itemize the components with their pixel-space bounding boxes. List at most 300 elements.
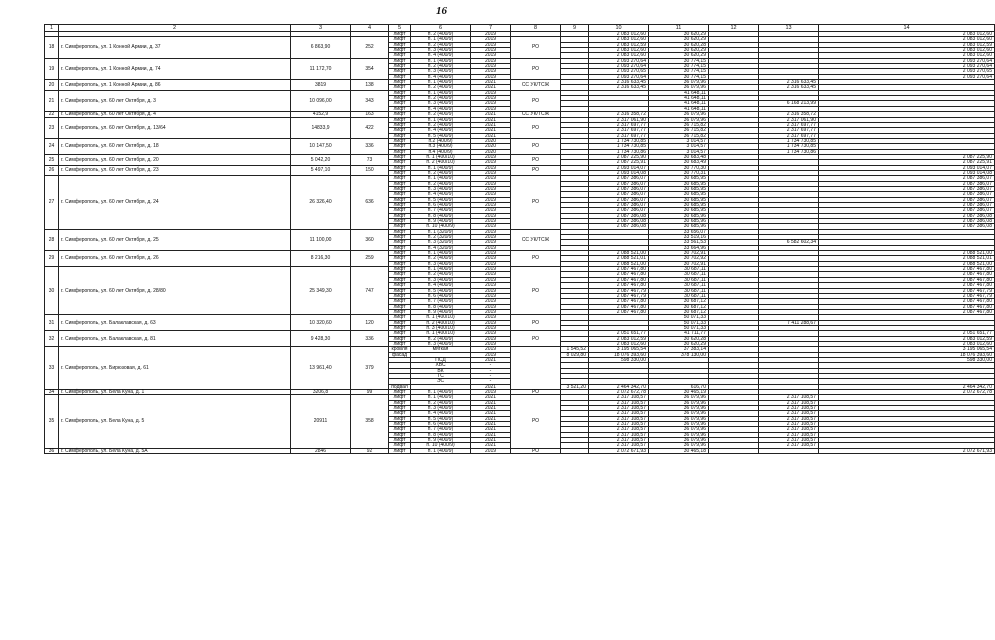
cost: 2 087 225,90	[589, 154, 649, 159]
year: 2019	[471, 283, 511, 288]
element-id: п. 1 (400/9)	[411, 58, 471, 63]
cost-total: 18 076 393,60	[819, 352, 995, 357]
element-id: п. 2 (400/9)	[411, 272, 471, 277]
cost-total: 2 087 467,79	[819, 288, 995, 293]
cost: 2 083 012,60	[589, 53, 649, 58]
cost: 1 734 730,85	[589, 138, 649, 143]
element-id: п. 4 (400/9)	[411, 128, 471, 133]
element-id: п. 1 (400/9)	[411, 395, 471, 400]
year: 2019	[471, 267, 511, 272]
cost-total: 2 087 467,79	[819, 293, 995, 298]
cost: 1 734 730,86	[589, 149, 649, 154]
unit-cost: 30 774,15	[649, 74, 709, 79]
house-address: г. Симферополь, ул. 1 Конной Армии, д. 86	[59, 80, 291, 91]
page-number: 16	[436, 5, 447, 17]
work-type: лифт	[389, 240, 411, 245]
house-area: 5 042,20	[291, 154, 351, 165]
cost: 2 083 012,60	[589, 48, 649, 53]
unit-cost: 36 079,96	[649, 117, 709, 122]
cost: 2 317 108,57	[589, 400, 649, 405]
element-id: п. 8 (400/9)	[411, 213, 471, 218]
year: 2021	[471, 443, 511, 448]
cost-2021: 2 317 108,57	[759, 432, 819, 437]
element-id: п. 1 (400/9)	[411, 176, 471, 181]
column-number-1: 1	[45, 25, 59, 32]
element-id: п. 7 (400/9)	[411, 427, 471, 432]
work-type: лифт	[389, 112, 411, 117]
element-id: п. 9 (400/9)	[411, 309, 471, 314]
cost-total: 2 088 521,00	[819, 261, 995, 266]
year: 2021	[471, 432, 511, 437]
year: 2019	[471, 58, 511, 63]
cost: 2 093 270,64	[589, 74, 649, 79]
fund-method: РО	[511, 37, 561, 58]
residents-count: 92	[351, 448, 389, 453]
cost-2021: 2 317 108,57	[759, 443, 819, 448]
work-type: лифт	[389, 293, 411, 298]
fund-method: РО	[511, 315, 561, 331]
cost-total: 2 464 342,70	[819, 384, 995, 389]
unit-cost: 30 685,96	[649, 224, 709, 229]
unit-cost: 30 774,15	[649, 64, 709, 69]
work-type: лифт	[389, 245, 411, 250]
unit-cost: 37 383,14	[649, 347, 709, 352]
year: 2019	[471, 96, 511, 101]
unit-cost: 30 685,95	[649, 176, 709, 181]
row-number: 19	[45, 58, 59, 79]
year: 2021	[471, 384, 511, 389]
work-type: лифт	[389, 154, 411, 159]
year: 2019	[471, 304, 511, 309]
element-id: п. 9 (400/9)	[411, 438, 471, 443]
unit-cost: 36 079,96	[649, 406, 709, 411]
element-id: п. 2 (400/9)	[411, 32, 471, 37]
year: 2019	[471, 331, 511, 336]
cost: 2 087 225,91	[589, 160, 649, 165]
year: 2019	[471, 325, 511, 330]
work-type: лифт	[389, 203, 411, 208]
cost-2021: 2 317 108,57	[759, 416, 819, 421]
residents-count: 252	[351, 37, 389, 58]
residents-count: 259	[351, 251, 389, 267]
residents-count: 73	[351, 154, 389, 165]
house-address: г. Симферополь, ул. Бела Куна, д. 1	[59, 390, 291, 395]
cost-2021: 2 317 108,57	[759, 438, 819, 443]
house-address: г. Симферополь, ул. 60 лет Октября, д. 4	[59, 112, 291, 117]
cost: 2 317 108,57	[589, 438, 649, 443]
year: 2019	[471, 256, 511, 261]
cost-2021: 6 582 602,34	[759, 240, 819, 245]
element-id: п. 2 (400/9)	[411, 96, 471, 101]
cost-total: 2 083 012,59	[819, 336, 995, 341]
cost-total: 3 195 065,54	[819, 347, 995, 352]
work-type: кровля	[389, 347, 411, 352]
unit-cost: 33 664,96	[649, 245, 709, 250]
cost-2021: 1 734 730,85	[759, 144, 819, 149]
cost: 2 087 386,07	[589, 181, 649, 186]
fund-method: СС УК/ТСЖ	[511, 229, 561, 250]
work-type: лифт	[389, 411, 411, 416]
year: 2019	[471, 192, 511, 197]
cost: 2 072 671,93	[589, 448, 649, 453]
work-type: лифт	[389, 341, 411, 346]
year: 2019	[471, 235, 511, 240]
cost: 2 317 108,57	[589, 395, 649, 400]
unit-cost: 378 130,00	[649, 352, 709, 357]
element-id: п. 6 (400/9)	[411, 203, 471, 208]
work-type: лифт	[389, 261, 411, 266]
cost: 2 072 672,78	[589, 390, 649, 395]
element-id: п. 1 (400/9)	[411, 390, 471, 395]
work-type: лифт	[389, 53, 411, 58]
work-type: лифт	[389, 438, 411, 443]
cost: 2 088 521,00	[589, 251, 649, 256]
house-area: 20911	[291, 395, 351, 448]
residents-count: 360	[351, 229, 389, 250]
house-address: г. Симферополь, ул. 60 лет Октября, д. 26	[59, 251, 291, 267]
house-area: 10 096,00	[291, 90, 351, 111]
element-id: п. 8 (400/9)	[411, 432, 471, 437]
cost: 3 195 065,54	[589, 347, 649, 352]
house-address: г. Симферополь, ул. 60 лет Октября, д. 18	[59, 138, 291, 154]
cost-total: 2 093 270,64	[819, 74, 995, 79]
unit-cost: 3 014,57	[649, 149, 709, 154]
year: 2019	[471, 219, 511, 224]
element-id: п. 2 (400/10)	[411, 160, 471, 165]
cost-2021: 2 317 108,57	[759, 422, 819, 427]
work-type: лифт	[389, 251, 411, 256]
year: 2019	[471, 229, 511, 234]
house-area: 9 428,30	[291, 331, 351, 347]
unit-cost: 30 465,18	[649, 448, 709, 453]
cost-total: 2 087 386,07	[819, 192, 995, 197]
fund-method	[511, 347, 561, 390]
work-type: лифт	[389, 48, 411, 53]
year: 2021	[471, 85, 511, 90]
year: 2019	[471, 53, 511, 58]
cost: 2 317 108,57	[589, 422, 649, 427]
cost: 2 087 386,07	[589, 192, 649, 197]
unit-cost: 41 648,11	[649, 96, 709, 101]
cost-2021: 7 411 288,67	[759, 320, 819, 325]
year: 2019	[471, 197, 511, 202]
unit-cost: 36 079,96	[649, 422, 709, 427]
work-type: лифт	[389, 197, 411, 202]
work-type: лифт	[389, 128, 411, 133]
residents-count: 120	[351, 315, 389, 331]
element-id: п. 7 (400/9)	[411, 208, 471, 213]
work-type: лифт	[389, 299, 411, 304]
row-number: 26	[45, 165, 59, 176]
year: 2021	[471, 438, 511, 443]
cost-total: 2 083 012,60	[819, 53, 995, 58]
element-id: п. 6 (400/9)	[411, 293, 471, 298]
unit-cost: 30 683,49	[649, 160, 709, 165]
cost-total: 2 083 012,60	[819, 32, 995, 37]
cost: 2 087 386,07	[589, 197, 649, 202]
house-address: г. Симферополь, ул. 60 лет Октября, д. 24	[59, 176, 291, 229]
row-number: 27	[45, 176, 59, 229]
cost-total: 2 051 651,77	[819, 331, 995, 336]
cost-total: 2 087 386,07	[819, 208, 995, 213]
fund-method: РО	[511, 390, 561, 395]
work-type: лифт	[389, 309, 411, 314]
house-address: г. Симферополь, ул. Бирюзовая, д. 61	[59, 347, 291, 390]
work-type: лифт	[389, 390, 411, 395]
cost: 2 087 386,08	[589, 213, 649, 218]
element-id: ПСД	[411, 357, 471, 362]
work-type: лифт	[389, 69, 411, 74]
house-address: г. Симферополь, ул. 60 лет Октября, д. 23	[59, 165, 291, 176]
element-id: п. 3 (400/9)	[411, 48, 471, 53]
year: 2021	[471, 80, 511, 85]
house-area: 2846	[291, 448, 351, 453]
unit-cost: 30 687,11	[649, 288, 709, 293]
house-area: 3206,8	[291, 390, 351, 395]
element-id: п. 1 (400/9)	[411, 267, 471, 272]
element-id: п. 1 (400/9)	[411, 448, 471, 453]
work-type: лифт	[389, 96, 411, 101]
unit-cost: 30 620,28	[649, 42, 709, 47]
cost: 2 087 467,80	[589, 309, 649, 314]
element-id: п. 3 (400/9)	[411, 277, 471, 282]
cost: 2 083 012,60	[589, 37, 649, 42]
work-type: лифт	[389, 400, 411, 405]
cost-total: 2 087 386,07	[819, 203, 995, 208]
year: 2019	[471, 186, 511, 191]
row-number: 22	[45, 112, 59, 117]
cost-total: 2 087 386,08	[819, 219, 995, 224]
element-id: п. 1 (400/9)	[411, 80, 471, 85]
column-number-12: 12	[709, 25, 759, 32]
residents-count: 336	[351, 331, 389, 347]
house-area: 11 100,00	[291, 229, 351, 250]
year: 2019	[471, 74, 511, 79]
year: 2019	[471, 208, 511, 213]
cost-total: 2 087 467,80	[819, 272, 995, 277]
cost-total: 2 093 270,65	[819, 69, 995, 74]
work-type: лифт	[389, 229, 411, 234]
house-address: г. Симферополь, ул. 60 лет Октября, д. 20	[59, 154, 291, 165]
work-type: лифт	[389, 277, 411, 282]
unit-cost: 50 071,33	[649, 315, 709, 320]
element-id: п. 1 (400/9)	[411, 117, 471, 122]
unit-cost: 30 620,29	[649, 37, 709, 42]
element-id: п. 1 (400/9)	[411, 165, 471, 170]
year: 2019	[471, 90, 511, 95]
cost-total: 2 072 672,78	[819, 390, 995, 395]
element-id: п. 1 (400/9)	[411, 90, 471, 95]
residents-count: 747	[351, 267, 389, 315]
year: 2019	[471, 101, 511, 106]
house-address: г. Симферополь, ул. 1 Конной Армии, д. 37	[59, 37, 291, 58]
work-type: лифт	[389, 42, 411, 47]
capital-repair-table	[44, 24, 995, 454]
fund-method: РО	[511, 331, 561, 347]
year: 2019	[471, 448, 511, 453]
cost-total: 2 093 270,64	[819, 58, 995, 63]
house-area: 25 349,30	[291, 267, 351, 315]
cost: 2 317 061,90	[589, 117, 649, 122]
unit-cost: 36 079,96	[649, 112, 709, 117]
house-area: 5 497,10	[291, 165, 351, 176]
cost: 2 087 386,08	[589, 219, 649, 224]
residents-count: 99	[351, 390, 389, 395]
element-id: п. 2 (400/10)	[411, 320, 471, 325]
residents-count: 358	[351, 395, 389, 448]
work-type: лифт	[389, 133, 411, 138]
header-row	[45, 25, 995, 32]
house-address: г. Симферополь, ул. Бела Куна, д. 5	[59, 395, 291, 448]
cost-2021: 2 316 633,45	[759, 85, 819, 90]
house-area: 10 147,50	[291, 138, 351, 154]
unit-cost: 30 687,12	[649, 309, 709, 314]
col-12	[709, 448, 759, 453]
fund-method: РО	[511, 117, 561, 138]
year: 2021	[471, 117, 511, 122]
element-id: п. 8 (400/9)	[411, 304, 471, 309]
cost: 2 317 697,77	[589, 128, 649, 133]
cost-total: 2 083 012,59	[819, 42, 995, 47]
cost: 2 317 108,57	[589, 411, 649, 416]
cost-total: 2 083 012,60	[819, 341, 995, 346]
year: 2019	[471, 64, 511, 69]
work-type: лифт	[389, 288, 411, 293]
year: 2021	[471, 400, 511, 405]
cost-total: 2 087 386,08	[819, 224, 995, 229]
cost: 1 734 730,85	[589, 144, 649, 149]
year: 2019	[471, 341, 511, 346]
cost: 2 088 521,00	[589, 261, 649, 266]
work-type: лифт	[389, 144, 411, 149]
unit-cost: 30 620,29	[649, 341, 709, 346]
cost-total: 2 087 386,07	[819, 186, 995, 191]
table-row	[45, 448, 995, 453]
element-id: п. 10 (400/9)	[411, 443, 471, 448]
element-id: п. 1 (400/10)	[411, 315, 471, 320]
column-number-8: 8	[511, 25, 561, 32]
cost: 18 076 393,60	[589, 352, 649, 357]
unit-cost: 30 687,12	[649, 299, 709, 304]
unit-cost: 36 715,82	[649, 128, 709, 133]
year: 2019	[471, 176, 511, 181]
year: 2019	[471, 251, 511, 256]
cost-total: 2 087 467,80	[819, 304, 995, 309]
cost: 2 051 651,77	[589, 331, 649, 336]
year: -	[471, 379, 511, 384]
work-type: лифт	[389, 267, 411, 272]
unit-cost: 30 685,95	[649, 192, 709, 197]
cost-2021: 2 317 108,57	[759, 427, 819, 432]
column-number-5: 5	[389, 25, 411, 32]
house-area: 4152,9	[291, 112, 351, 117]
unit-cost: 30 685,96	[649, 213, 709, 218]
cost-2021: 2 317 108,57	[759, 411, 819, 416]
element-id: п. 6 (400/9)	[411, 422, 471, 427]
column-number-2: 2	[59, 25, 291, 32]
house-area: 26 326,40	[291, 176, 351, 229]
element-id: п. 4 (320/9)	[411, 245, 471, 250]
cost: 2 087 467,80	[589, 267, 649, 272]
row-number: 35	[45, 395, 59, 448]
cost: 2 087 467,80	[589, 283, 649, 288]
cost: 2 316 633,45	[589, 80, 649, 85]
unit-cost: 36 079,96	[649, 400, 709, 405]
work-type: лифт	[389, 37, 411, 42]
year: 2019	[471, 272, 511, 277]
fund-method: СС УК/ТСЖ	[511, 80, 561, 91]
work-type: лифт	[389, 64, 411, 69]
year: 2019	[471, 320, 511, 325]
cost: 2 087 467,80	[589, 277, 649, 282]
unit-cost: 36 079,96	[649, 427, 709, 432]
element-id: п. 5 (400/9)	[411, 197, 471, 202]
cost-total: 598 330,00	[819, 357, 995, 362]
work-type: лифт	[389, 101, 411, 106]
work-type: фасад	[389, 352, 411, 357]
year: 2019	[471, 347, 511, 352]
unit-cost: 30 620,29	[649, 53, 709, 58]
year: 2019	[471, 315, 511, 320]
unit-cost: 33 656,07	[649, 229, 709, 234]
fund-method: РО	[511, 176, 561, 229]
unit-cost: 30 685,95	[649, 197, 709, 202]
unit-cost: 36 079,96	[649, 85, 709, 90]
element-id: ТС	[411, 374, 471, 379]
year: 2021	[471, 416, 511, 421]
unit-cost: 30 702,92	[649, 256, 709, 261]
work-type: лифт	[389, 74, 411, 79]
fund-method: РО	[511, 90, 561, 111]
element-id: п. 9 (400/9)	[411, 219, 471, 224]
unit-cost: 30 685,96	[649, 219, 709, 224]
column-number-13: 13	[759, 25, 819, 32]
cost-total: 2 087 467,80	[819, 277, 995, 282]
row-number: 36	[45, 448, 59, 453]
element-id: п. 2 (400/9)	[411, 122, 471, 127]
unit-cost: 30 685,95	[649, 208, 709, 213]
column-number-3: 3	[291, 25, 351, 32]
unit-cost: 36 715,82	[649, 133, 709, 138]
cost-total: 2 087 225,90	[819, 154, 995, 159]
fund-method: РО	[511, 58, 561, 79]
element-id: ЭС	[411, 379, 471, 384]
year: 2019	[471, 299, 511, 304]
work-type: лифт	[389, 427, 411, 432]
cost-total: 2 093 014,08	[819, 170, 995, 175]
cost-2021: 2 317 108,57	[759, 400, 819, 405]
unit-cost: 30 687,11	[649, 293, 709, 298]
year: 2021	[471, 133, 511, 138]
work-type: лифт	[389, 192, 411, 197]
work-type: лифт	[389, 58, 411, 63]
column-number-4: 4	[351, 25, 389, 32]
house-address: г. Симферополь, ул. Балаклавская, д. 81	[59, 331, 291, 347]
cost-total: 2 087 467,80	[819, 267, 995, 272]
element-id: мягкая	[411, 347, 471, 352]
cost-total: 2 087 225,91	[819, 160, 995, 165]
column-number-7: 7	[471, 25, 511, 32]
volume: 8 029,80	[561, 352, 589, 357]
unit-cost: 36 079,96	[649, 443, 709, 448]
year: 2019	[471, 160, 511, 165]
house-address: г. Симферополь, ул. 60 лет Октября, д. 25	[59, 229, 291, 250]
cost: 2 087 467,80	[589, 272, 649, 277]
year: 2021	[471, 128, 511, 133]
year: 2019	[471, 240, 511, 245]
work-type: лифт	[389, 448, 411, 453]
residents-count: 150	[351, 165, 389, 176]
